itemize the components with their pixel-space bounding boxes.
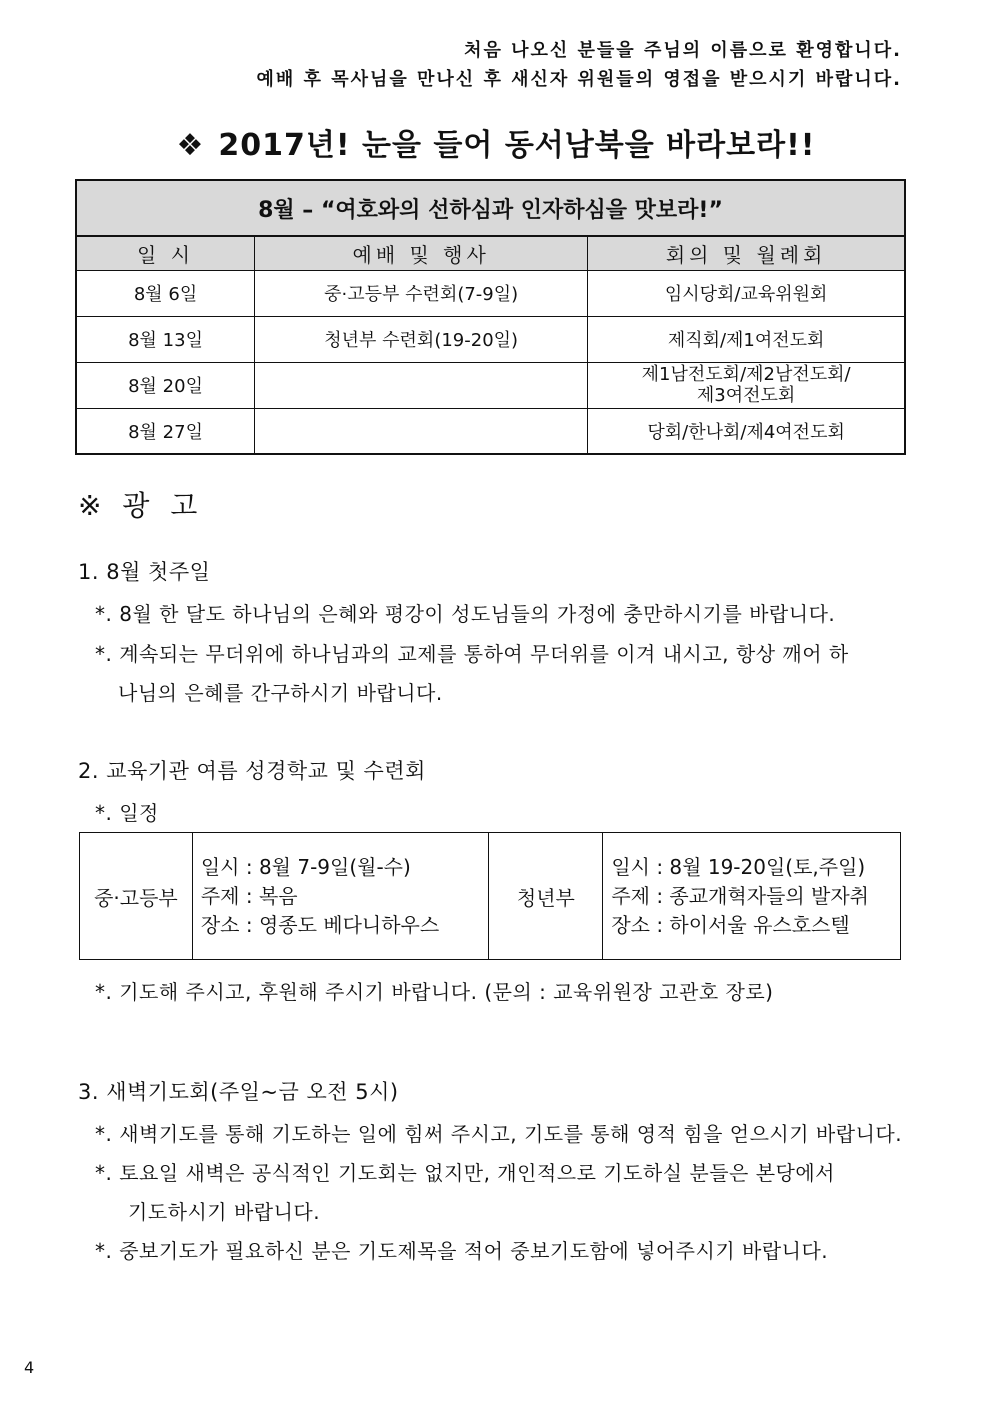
- row-date: 8월 20일: [76, 362, 255, 408]
- section-2-bullet-1: *. 일정: [95, 801, 159, 825]
- column-header-date: 일 시: [76, 236, 255, 270]
- youth-dept-theme: 주제 : 복음: [200, 883, 298, 908]
- welcome-line-2: 예배 후 목사님을 만나신 후 새신자 위원들의 영접을 받으시기 바랍니다.: [256, 69, 902, 90]
- row-meeting: [588, 362, 905, 408]
- young-adult-dept-label: 청년부: [489, 833, 603, 960]
- table-row: [76, 270, 905, 316]
- section-1-title: 1. 8월 첫주일: [78, 560, 211, 584]
- section-3-bullet-3: *. 중보기도가 필요하신 분은 기도제목을 적어 중보기도함에 넣어주시기 바랍니다.: [95, 1239, 829, 1263]
- page-headline: [0, 120, 992, 164]
- table-row: [76, 362, 905, 408]
- section-3-title: 3. 새벽기도회(주일~금 오전 5시): [78, 1080, 399, 1104]
- page-number: 4: [24, 1358, 35, 1377]
- youth-dept-place: 장소 : 영종도 베다니하우스: [200, 912, 440, 937]
- row-event: [255, 408, 588, 454]
- row-date: 8월 13일: [76, 316, 255, 362]
- young-adult-dept-info: [603, 833, 901, 960]
- row-meeting: 제직회/제1여전도회: [588, 316, 905, 362]
- young-adult-dept-theme: 주제 : 종교개혁자들의 발자취: [611, 883, 869, 908]
- young-adult-dept-place: 장소 : 하이서울 유스호스텔: [611, 912, 850, 937]
- row-meeting: 임시당회/교육위원회: [588, 270, 905, 316]
- row-meeting-line-1: 제1남전도회/제2남전도회/: [641, 364, 851, 385]
- row-event: [255, 362, 588, 408]
- youth-dept-date: 일시 : 8월 7-9일(월-수): [200, 854, 411, 879]
- row-meeting: 당회/한나회/제4여전도회: [588, 408, 905, 454]
- youth-dept-label: 중·고등부: [80, 833, 193, 960]
- section-1-bullet-1: *. 8월 한 달도 하나님의 은혜와 평강이 성도님들의 가정에 충만하시기를 바랍니다.: [95, 602, 836, 626]
- youth-dept-info: [192, 833, 489, 960]
- row-date: 8월 27일: [76, 408, 255, 454]
- education-schedule-table: [79, 832, 901, 960]
- section-3-bullet-2-line-1: *. 토요일 새벽은 공식적인 기도회는 없지만, 개인적으로 기도하실 분들은 본당에서: [95, 1161, 835, 1185]
- welcome-line-1: 처음 나오신 분들을 주님의 이름으로 환영합니다.: [464, 40, 902, 61]
- row-date: 8월 6일: [76, 270, 255, 316]
- row-event: 중·고등부 수련회(7-9일): [255, 270, 588, 316]
- column-header-event: 예배 및 행사: [255, 236, 588, 270]
- row-event: 청년부 수련회(19-20일): [255, 316, 588, 362]
- table-row: [76, 316, 905, 362]
- august-schedule-table: [75, 179, 906, 455]
- welcome-message: [257, 36, 903, 94]
- diamond-icon: ❖: [176, 128, 205, 163]
- young-adult-dept-date: 일시 : 8월 19-20일(토,주일): [611, 854, 866, 879]
- month-title: 8월 – “여호와의 선하심과 인자하심을 맛보라!”: [76, 180, 905, 236]
- section-1-bullet-2-line-2: 나님의 은혜를 간구하시기 바랍니다.: [118, 681, 443, 705]
- table-row: [76, 408, 905, 454]
- column-header-meeting: 회의 및 월례회: [588, 236, 905, 270]
- section-1-bullet-2-line-1: *. 계속되는 무더위에 하나님과의 교제를 통하여 무더위를 이겨 내시고, 항상 깨어 하: [95, 642, 849, 666]
- notice-title: ※ 광 고: [78, 489, 204, 522]
- section-2-bullet-2: *. 기도해 주시고, 후원해 주시기 바랍니다. (문의 : 교육위원장 고관호 장로): [95, 980, 774, 1004]
- headline-text: 2017년! 눈을 들어 동서남북을 바라보라!!: [218, 128, 816, 163]
- section-2-title: 2. 교육기관 여름 성경학교 및 수련회: [78, 759, 426, 783]
- row-meeting-line-2: 제3여전도회: [696, 385, 796, 406]
- section-3-bullet-1: *. 새벽기도를 통해 기도하는 일에 힘써 주시고, 기도를 통해 영적 힘을 얻으시기 바랍니다.: [95, 1122, 903, 1146]
- section-3-bullet-2-line-2: 기도하시기 바랍니다.: [128, 1200, 321, 1224]
